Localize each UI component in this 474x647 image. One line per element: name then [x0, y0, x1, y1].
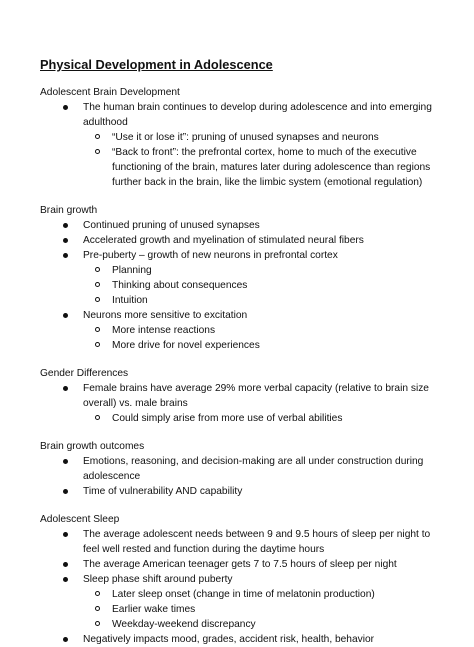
hollow-bullet-icon — [95, 327, 100, 332]
bullet-list — [40, 218, 434, 353]
sub-bullet-text: Intuition — [112, 295, 148, 306]
bullet-icon — [63, 223, 68, 228]
hollow-bullet-icon — [95, 606, 100, 611]
bullet-item — [40, 527, 434, 557]
sub-bullet-item — [83, 278, 434, 293]
bullet-icon — [63, 489, 68, 494]
hollow-bullet-icon — [95, 415, 100, 420]
bullet-item — [40, 381, 434, 426]
section-heading: Gender Differences — [40, 368, 129, 379]
sub-bullet-text: Planning — [112, 265, 152, 276]
bullet-list — [40, 381, 434, 426]
sub-bullet-item — [83, 338, 434, 353]
bullet-text: Emotions, reasoning, and decision-making are all under construction during adolescence — [83, 456, 424, 482]
bullet-item — [40, 454, 434, 484]
bullet-icon — [63, 386, 68, 391]
bullet-item — [40, 557, 434, 572]
sub-bullet-item — [83, 602, 434, 617]
section-heading: Brain growth — [40, 205, 98, 216]
sub-bullet-item — [83, 145, 434, 190]
section — [40, 85, 434, 190]
bullet-item — [40, 248, 434, 308]
sub-bullet-list — [83, 130, 434, 190]
hollow-bullet-icon — [95, 297, 100, 302]
bullet-icon — [63, 238, 68, 243]
bullet-icon — [63, 313, 68, 318]
sub-bullet-text: More intense reactions — [112, 325, 216, 336]
bullet-icon — [63, 532, 68, 537]
sub-bullet-text: “Use it or lose it”: pruning of unused synapses and neurons — [112, 132, 379, 143]
section — [40, 203, 434, 353]
bullet-text: Neurons more sensitive to excitation — [83, 310, 248, 321]
section — [40, 512, 434, 647]
bullet-icon — [63, 577, 68, 582]
sub-bullet-list — [83, 263, 434, 308]
sub-bullet-text: “Back to front”: the prefrontal cortex, home to much of the executive functioning of the brain, matures later during adolescence than regions further back in the brain, like the limbic system (emotional regulation) — [112, 147, 431, 188]
sub-bullet-list — [83, 411, 434, 426]
sub-bullet-list — [83, 587, 434, 632]
bullet-icon — [63, 253, 68, 258]
sub-bullet-item — [83, 293, 434, 308]
sub-bullet-text: Weekday-weekend discrepancy — [112, 619, 256, 630]
bullet-icon — [63, 637, 68, 642]
section — [40, 439, 434, 499]
bullet-item — [40, 218, 434, 233]
sub-bullet-text: Earlier wake times — [112, 604, 196, 615]
bullet-text: Time of vulnerability AND capability — [83, 486, 243, 497]
sub-bullet-item — [83, 617, 434, 632]
hollow-bullet-icon — [95, 342, 100, 347]
hollow-bullet-icon — [95, 282, 100, 287]
bullet-list — [40, 527, 434, 647]
bullet-list — [40, 100, 434, 190]
bullet-list — [40, 454, 434, 499]
bullet-text: The average adolescent needs between 9 and 9.5 hours of sleep per night to feel well rested and function during the daytime hours — [83, 529, 431, 555]
sections-container — [40, 85, 434, 647]
sub-bullet-text: Could simply arise from more use of verbal abilities — [112, 413, 343, 424]
bullet-item — [40, 632, 434, 647]
sub-bullet-item — [83, 411, 434, 426]
sub-bullet-text: Later sleep onset (change in time of melatonin production) — [112, 589, 375, 600]
bullet-item — [40, 100, 434, 190]
bullet-item — [40, 308, 434, 353]
bullet-icon — [63, 105, 68, 110]
section-heading: Brain growth outcomes — [40, 441, 145, 452]
bullet-item — [40, 572, 434, 632]
section — [40, 366, 434, 426]
section-heading: Adolescent Brain Development — [40, 87, 180, 98]
page-title: Physical Development in Adolescence — [40, 57, 273, 72]
bullet-text: The average American teenager gets 7 to 7.5 hours of sleep per night — [83, 559, 397, 570]
section-heading: Adolescent Sleep — [40, 514, 120, 525]
bullet-text: Pre-puberty – growth of new neurons in prefrontal cortex — [83, 250, 338, 261]
bullet-text: The human brain continues to develop during adolescence and into emerging adulthood — [83, 102, 432, 128]
bullet-item — [40, 484, 434, 499]
sub-bullet-item — [83, 323, 434, 338]
hollow-bullet-icon — [95, 134, 100, 139]
sub-bullet-item — [83, 263, 434, 278]
bullet-text: Continued pruning of unused synapses — [83, 220, 260, 231]
hollow-bullet-icon — [95, 267, 100, 272]
hollow-bullet-icon — [95, 591, 100, 596]
bullet-text: Accelerated growth and myelination of stimulated neural fibers — [83, 235, 364, 246]
sub-bullet-text: Thinking about consequences — [112, 280, 248, 291]
sub-bullet-item — [83, 587, 434, 602]
sub-bullet-list — [83, 323, 434, 353]
bullet-item — [40, 233, 434, 248]
bullet-text: Negatively impacts mood, grades, accident risk, health, behavior — [83, 634, 375, 645]
hollow-bullet-icon — [95, 149, 100, 154]
sub-bullet-item — [83, 130, 434, 145]
bullet-text: Female brains have average 29% more verbal capacity (relative to brain size overall) vs. male brains — [83, 383, 429, 409]
bullet-icon — [63, 562, 68, 567]
sub-bullet-text: More drive for novel experiences — [112, 340, 260, 351]
hollow-bullet-icon — [95, 621, 100, 626]
bullet-text: Sleep phase shift around puberty — [83, 574, 233, 585]
bullet-icon — [63, 459, 68, 464]
